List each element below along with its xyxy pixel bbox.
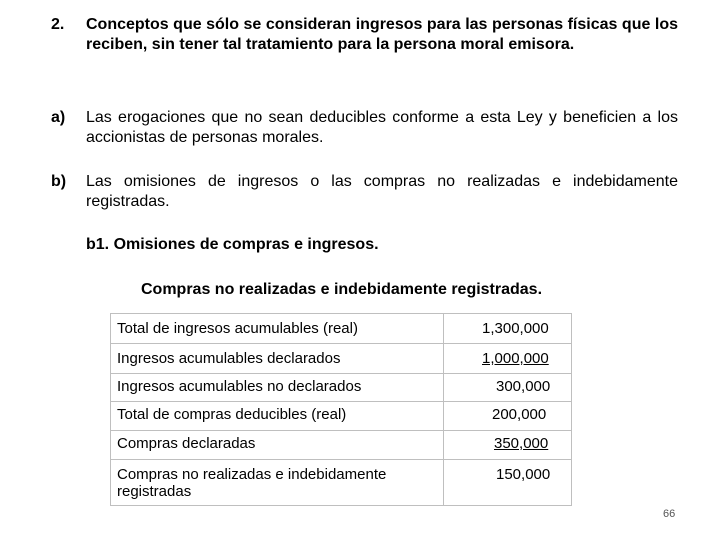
item-b [0,172,720,217]
financial-table [110,313,572,506]
item-text: Las omisiones de ingresos o las compras no realizadas e indebidamente registradas. [86,173,678,210]
row-value: 1,000,000 [444,344,572,374]
item-text: Las erogaciones que no sean deducibles conforme a esta Ley y beneficien a los accionistas de personas morales. [86,109,678,146]
table-row [111,460,572,506]
page-number: 66 [663,508,676,520]
table-row [111,314,572,344]
table-row [111,402,572,431]
row-value: 1,300,000 [444,314,572,344]
table-row [111,344,572,374]
table-title: Compras no realizadas e indebidamente registradas. [141,281,543,298]
row-value: 300,000 [444,374,572,402]
row-label: Total de ingresos acumulables (real) [111,314,444,344]
row-label: Total de compras deducibles (real) [111,402,444,431]
row-label: Ingresos acumulables no declarados [111,374,444,402]
table-row [111,431,572,460]
item-2 [0,15,720,85]
row-value: 350,000 [444,431,572,460]
table-row [111,374,572,402]
item-a [0,108,720,153]
row-label: Compras declaradas [111,431,444,460]
row-label: Ingresos acumulables declarados [111,344,444,374]
item-marker: 2. [51,16,65,33]
item-text: Conceptos que sólo se consideran ingresos para las personas físicas que los reciben, sin tener tal tratamiento para la persona moral emisora. [86,16,678,53]
item-marker: b) [51,173,67,190]
row-value: 200,000 [444,402,572,431]
row-label: Compras no realizadas e indebidamente registradas [111,460,444,506]
subheading: b1. Omisiones de compras e ingresos. [86,236,379,253]
row-value: 150,000 [444,460,572,506]
item-marker: a) [51,109,66,126]
